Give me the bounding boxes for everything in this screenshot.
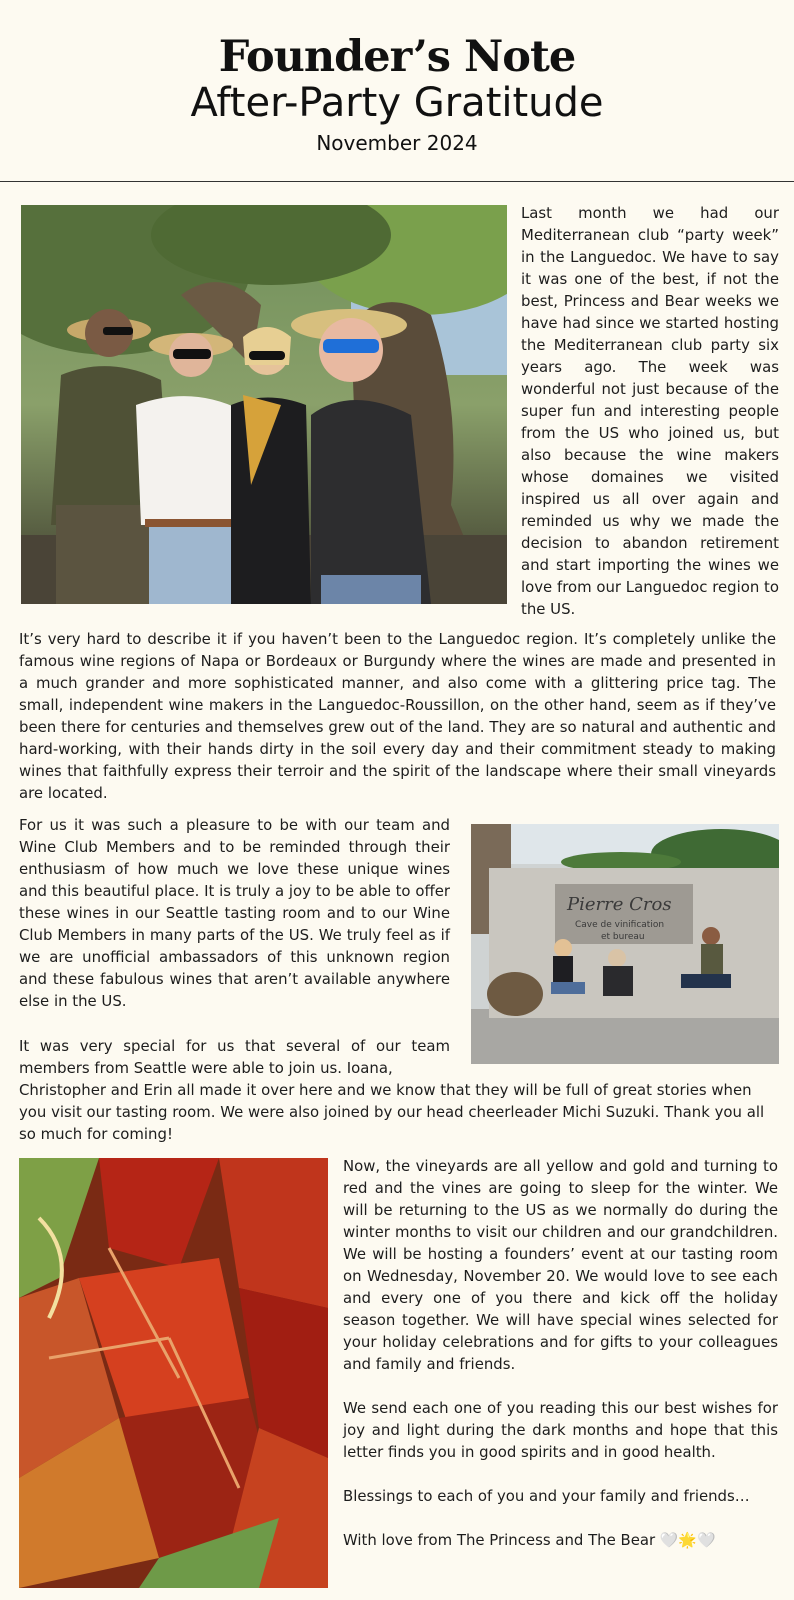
paragraph-blessings: Blessings to each of you and your family and friends… — [343, 1487, 750, 1505]
paragraph-wishes: We send each one of you reading this our best wishes for joy and light during the dark months and hope that this letter finds you in good spirits and in good health. — [343, 1399, 778, 1461]
vine-leaves-image — [19, 1158, 328, 1588]
header-divider — [0, 181, 794, 182]
paragraph-team-end: Christopher and Erin all made it over here and we know that they will be full of great stories when you visit our tasting room. We were also joined by our head cheerleader Michi Suzuki. Thank you all so much for coming! — [19, 1081, 765, 1143]
closing-section — [343, 1155, 778, 1551]
sign-line-1: Pierre Cros — [567, 894, 672, 915]
vine-leaves-photo — [19, 1158, 328, 1588]
signature-line — [343, 1529, 778, 1551]
paragraph-vineyards: Now, the vineyards are all yellow and gold and turning to red and the vines are going to sleep for the winter. We will be returning to the US as we normally do during the winter months to visit our children and our grandchildren. We will be hosting a founders’ event at our tasting room on Wednesday, November 20. We would love to see each and every one of you there and kick off the holiday season together. We will have special wines selected for your holiday celebrations and for gifts to your colleagues and family and friends. — [343, 1157, 778, 1373]
page-title: Founder’s Note — [218, 32, 576, 82]
paragraph-team-start: It was very special for us that several of our team members from Seattle were able to join us. Ioana, — [19, 1037, 450, 1077]
group-photo — [21, 205, 507, 604]
paragraph-pleasure: For us it was such a pleasure to be with our team and Wine Club Members and to be reminded through their enthusiasm of how much we love these unique wines and this beautiful place. It is truly a joy to be able to offer these wines in our Seattle tasting room and to our Wine Club Members in many parts of the US. We truly feel as if we are unofficial ambassadors of this unknown region and these fabulous wines that aren’t available anywhere else in the US. — [19, 816, 450, 1010]
group-photo-image — [21, 205, 507, 604]
header — [0, 0, 794, 180]
issue-date: November 2024 — [316, 131, 478, 155]
sign-line-3: et bureau — [601, 932, 645, 942]
domaine-sign-image — [471, 824, 779, 1064]
domaine-sign-photo — [471, 824, 779, 1064]
sign-line-2: Cave de vinification — [575, 920, 665, 930]
paragraph-languedoc: It’s very hard to describe it if you haven’t been to the Languedoc region. It’s completely unlike the famous wine regions of Napa or Bordeaux or Burgundy where the wines are made and presented in a much grander and more sophisticated manner, and also come with a glittering price tag. The small, independent wine makers in the Languedoc-Roussillon, on the other hand, seem as if they’ve been there for centuries and themselves grew out of the land. They are so natural and authentic and hard-working, with their hands dirty in the soil every day and their commitment steady to making wines that faithfully express their terroir and the spirit of the landscape where their small vineyards are located. — [19, 630, 776, 802]
signature-text: With love from The Princess and The Bear — [343, 1531, 656, 1549]
paragraph-intro: Last month we had our Mediterranean club “party week” in the Languedoc. We have to say it was one of the best, if not the best, Princess and Bear weeks we have had since we started hosting the Mediterranean club party six years ago. The week was wonderful not just because of the super fun and interesting people from the US who joined us, but also because the wine makers whose domaines we visited inspired us all over again and reminded us why we made the decision to abandon retirement and start importing the wines we love from our Languedoc region to the US. — [521, 204, 779, 618]
heart-star-emoji: 🤍🌟🤍 — [659, 1531, 716, 1549]
page-subtitle: After-Party Gratitude — [190, 80, 604, 126]
